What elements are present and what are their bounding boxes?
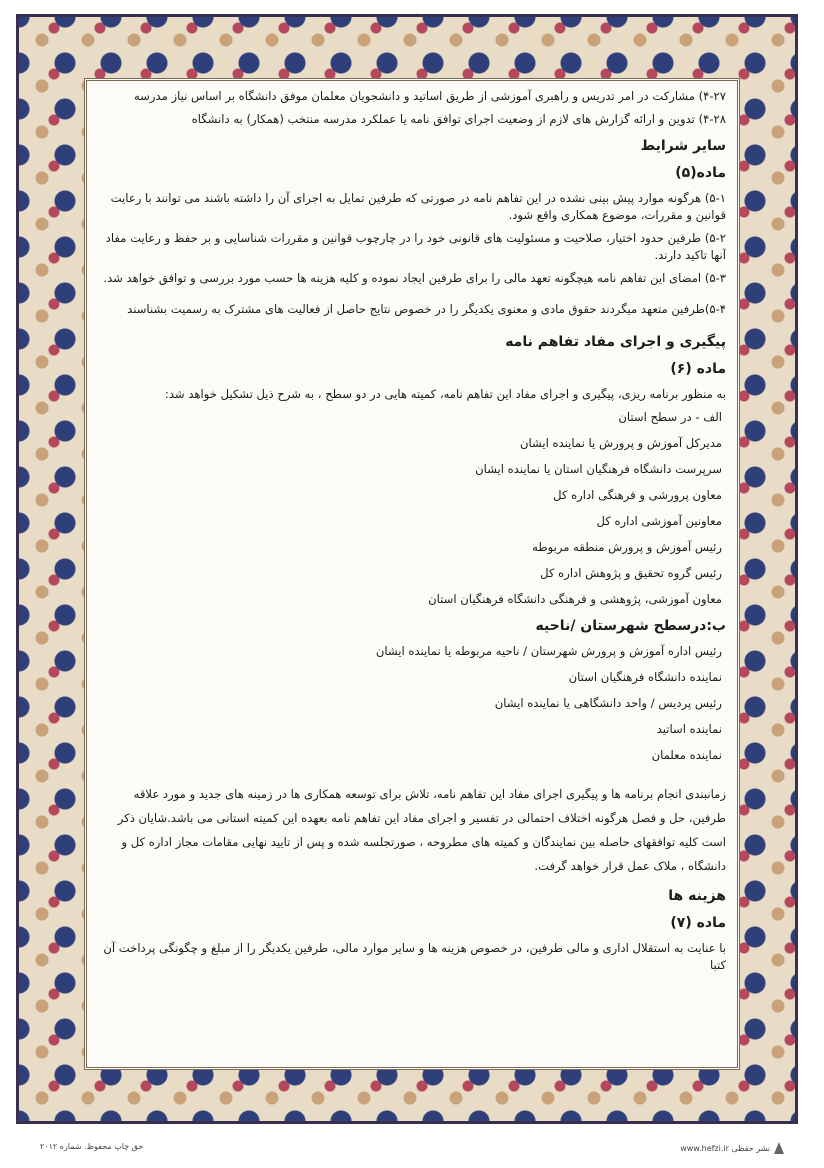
article-6-title: ماده (۶) <box>670 361 726 377</box>
item-5-2: ۵-۲) طرفین حدود اختیار، صلاحیت و مسئولیت های قانونی خود را در چارچوب قوانین و مقررات شناسایی و بر حفظ و رعایت مفاد آنها تاکید دارند. <box>105 231 726 262</box>
level-b-member: نماینده دانشگاه فرهنگیان استان <box>568 670 722 684</box>
document-body <box>100 88 726 1060</box>
item-4-27: ۴-۲۷) مشارکت در امر تدریس و راهبری آموزشی از طریق اساتید و دانشجویان معلمان موفق دانشگاه بر اساس نیاز مدرسه <box>133 89 726 103</box>
level-a-member: معاون پرورشی و فرهنگی اداره کل <box>553 488 722 502</box>
section-other-conditions: سایر شرایط <box>640 138 726 154</box>
article-5-title: ماده(۵) <box>675 165 726 181</box>
scan-marks: · · <box>415 10 428 21</box>
item-4-28: ۴-۲۸) تدوین و ارائه گزارش های لازم از وضعیت اجرای توافق نامه یا عملکرد مدرسه منتخب (همکار) به دانشگاه <box>191 112 726 126</box>
page-footer <box>0 1138 824 1158</box>
level-a-member: سرپرست دانشگاه فرهنگیان استان یا نماینده ایشان <box>475 462 722 476</box>
section-followup: پیگیری و اجرای مفاد تفاهم نامه <box>505 334 726 350</box>
level-b-member: رئیس اداره آموزش و پرورش شهرستان / ناحیه مربوطه یا نماینده ایشان <box>375 644 722 658</box>
article-7-title: ماده (۷) <box>670 915 726 931</box>
level-a-member: معاون آموزشی، پژوهشی و فرهنگی دانشگاه فرهنگیان استان <box>428 592 722 606</box>
level-b-member: نماینده معلمان <box>651 748 722 762</box>
article-6-intro: به منظور برنامه ریزی، پیگیری و اجرای مفاد این تفاهم نامه، کمیته هایی در دو سطح ، به شرح ذیل تشکیل خواهد شد: <box>164 387 726 401</box>
level-b-title: ب:درسطح شهرستان /ناحیه <box>535 618 726 634</box>
item-5-3: ۵-۳) امضای این تفاهم نامه هیچگونه تعهد مالی را برای طرفین ایجاد نموده و کلیه هزینه ها حسب مورد بررسی و توافق خواهد شد. <box>103 271 726 285</box>
item-5-4: ۵-۴)طرفین متعهد میگردند حقوق مادی و معنوی یکدیگر را در خصوص نتایج حاصل از فعالیت های مشترک به رسمیت بشناسند <box>127 302 726 316</box>
level-a-member: مدیرکل آموزش و پرورش یا نماینده ایشان <box>519 436 722 450</box>
closing-paragraph: زمانبندی انجام برنامه ها و پیگیری اجرای مفاد این تفاهم نامه، تلاش برای توسعه همکاری ها در زمینه های جدید و مورد علاقه طرفین، حل و فصل هرگونه اختلاف احتمالی در تفسیر و اجرای مفاد این تفاهم نامه بعهده این کمیته استانی می باشد.شایان ذکر است کلیه توافقهای حاصله بین نمایندگان و کمیته های مطروحه ، صورتجلسه شده و پس از تایید نهایی مقامات مجاز اداره کل و دانشگاه ، ملاک عمل قرار خواهد گرفت. <box>117 787 726 873</box>
publisher-logo-icon <box>774 1142 784 1154</box>
footer-publisher-text: www.hefzi.ir نشر حقظی <box>680 1143 770 1153</box>
article-7-text: با عنایت به استقلال اداری و مالی طرفین، در خصوص هزینه ها و سایر موارد مالی، طرفین یکدیگر را از مبلغ و چگونگی پرداخت آن کتبا <box>103 941 726 972</box>
level-b-member: نماینده اساتید <box>656 722 722 736</box>
item-5-1: ۵-۱) هرگونه موارد پیش بینی نشده در این تفاهم نامه در صورتی که طرفین تمایل به اجرای آن را داشته باشند می توانند با رعایت قوانین و مقررات، موضوع همکاری واقع شود. <box>110 191 726 222</box>
footer-publisher <box>680 1142 784 1154</box>
level-a-member: رئیس گروه تحقیق و پژوهش اداره کل <box>540 566 722 580</box>
level-b-member: رئیس پردیس / واحد دانشگاهی یا نماینده ایشان <box>494 696 722 710</box>
level-a-member: معاونین آموزشی اداره کل <box>596 514 722 528</box>
section-costs: هزینه ها <box>668 888 726 904</box>
level-a-member: رئیس آموزش و پرورش منطقه مربوطه <box>532 540 722 554</box>
level-a-title: الف - در سطح استان <box>618 410 722 424</box>
footer-copyright: حق چاپ محفوظ. شماره ۲۰۱۲ <box>40 1142 144 1151</box>
